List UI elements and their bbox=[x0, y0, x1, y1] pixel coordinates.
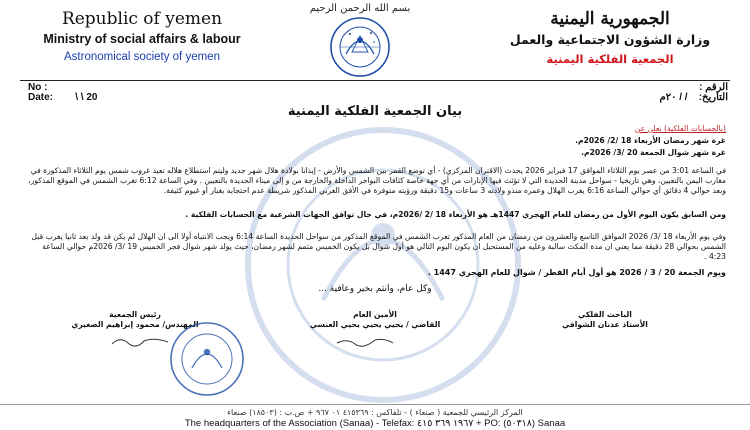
shawwal-start-line: غرة شهر شوال الجمعة 20 /3/ 2026م. bbox=[581, 148, 726, 157]
society-stamp-icon bbox=[168, 320, 246, 398]
society-name-ar: الجمعية الفلكية اليمنية bbox=[546, 52, 674, 66]
president-title: رئيس الجمعية bbox=[109, 310, 161, 319]
paragraph-shawwal: وفي يوم الأربعاء 18 /3/ 2026 الموافق التاسع والعشرون من رمضان من العام المذكور تغرب الشمس في الموقع المذكور من سواحل الحديدة الساعة 6:14 ويجب الانتباه أولا الى ان الهلال لم يكن قد ولد بعد ثانيا يغرب قبل الشمس بحوالي 28 دقيقة مما يعني ان مدة المكث سالبة وعليه من المستحيل ان يكون اليوم التالي هو أول شوال بل يكون الخميس متمم لشهر رمضان، حيث يولد شهر شوال فجر الخميس 19 /3/ 2026م حوالي الساعة 4:23 . bbox=[31, 232, 726, 261]
eid-day-line: ويوم الجمعة 20 / 3 / 2026 هو أول أيام الفطر / شوال للعام الهجري 1447 . bbox=[427, 268, 726, 277]
date-label-text-en: Date: bbox=[28, 92, 54, 103]
signature-secretary bbox=[290, 310, 460, 330]
country-name-en: Republic of yemen bbox=[61, 9, 223, 29]
paragraph-ramadan-conclusion: ومن السابق يكون اليوم الأول من رمضان للعام الهجري 1447هـ هو الأربعاء 18 /2 /2026م، في حال توافق الجهات الشرعية مع الحسابات الفلكية . bbox=[185, 210, 726, 219]
society-logo-icon bbox=[324, 16, 396, 78]
footer-address-ar: المركز الرئيسي للجمعية ( صنعاء ) - تلفاكس : ٤١٥٣٦٩ ٠١ ٩٦٧ + ص.ب : (١٨٥٠٣) صنعاء bbox=[227, 408, 523, 417]
letterhead bbox=[0, 0, 750, 82]
footer-divider bbox=[0, 404, 750, 405]
ministry-name-en: Ministry of social affairs & labour bbox=[43, 32, 241, 46]
watermark-logo-icon bbox=[238, 120, 528, 410]
society-name-en: Astronomical society of yemen bbox=[64, 51, 220, 63]
announcement-link bbox=[26, 124, 726, 134]
date-value-en: \ \ 20 bbox=[75, 92, 98, 103]
researcher-name: الأستاذ عدنان الشوافي bbox=[562, 320, 648, 329]
secretary-name: القاضي / يحيي يحيي يحيي العنسي bbox=[309, 320, 441, 329]
secretary-title: الأمين العام bbox=[353, 310, 397, 319]
number-label-en: No : bbox=[28, 82, 48, 93]
date-label-ar bbox=[660, 92, 729, 103]
ramadan-start-line: غرة شهر رمضان الأربعاء 18 /2/ 2026م. bbox=[575, 136, 726, 145]
emblem bbox=[305, 2, 415, 78]
document-title: بيان الجمعية الفلكية اليمنية bbox=[287, 104, 463, 119]
letterhead-arabic bbox=[490, 8, 730, 68]
date-value-ar: / / ٢٠م bbox=[659, 92, 688, 103]
researcher-title: الباحث الفلكي bbox=[578, 310, 632, 319]
ministry-name-ar: وزارة الشؤون الاجتماعية والعمل bbox=[509, 32, 711, 47]
letterhead-english bbox=[22, 8, 262, 66]
paragraph-conjunction: في الساعة 3:01 من عصر يوم الثلاثاء الموافق 17 فبراير 2026 يحدث (الاقتران المركزي) - أي توضع القمر بين الشمس والأرض - إيذانا بولادة هلال شهر جديد وليتم استطلاع هلاله تعيد غروب شمس يوم الثلاثاء المذكورة في مغارب اليمن بالتعيين، وهي تاريخيا - سواحل مدينة الحديدة التي لا تؤثث فيها الإنارات من أي جهة خاصة كثافات البواخر الداخلة والخارجة من و إلى ميناء الحديدة بالتعيين . وفي الساعة 6:12 تغرب الشمس في الموقع المذكور، وبعد حوالي 4 دقائق أي حوالي الساعة 6:16 يغرب الهلال وعمره منذو ولادته 3 ساعات و15 دقيقة ورؤيته متوفرة في الأفق الغربي المذكور شريطة عدم احتجابه بغبار أو غيوم كثيفة. bbox=[28, 166, 726, 195]
footer-address-en: The headquarters of the Association (Sanaa) - Telefax: ١٩٦٧ ٣٦٩ ٤١٥ + PO: (٥٠٣١٨) Sanaa bbox=[184, 418, 566, 429]
announcement-link-text: (بالحسابات الفلكية) نعلن عن bbox=[634, 124, 726, 133]
date-label-en bbox=[28, 92, 98, 103]
country-name-ar: الجمهورية اليمنية bbox=[550, 9, 670, 29]
header-divider bbox=[20, 80, 730, 81]
signature-researcher bbox=[520, 310, 690, 330]
president-signature-icon bbox=[110, 334, 170, 348]
bismillah-calligraphy: بسم الله الرحمن الرحيم bbox=[309, 3, 411, 14]
closing-greeting: وكل عام، وانتم بخير وعافية ... bbox=[318, 284, 432, 294]
president-name: المهندس/ محمود إبراهيم الصغيري bbox=[71, 320, 199, 329]
secretary-signature-icon bbox=[335, 334, 395, 348]
date-label-text-ar: التاريخ: bbox=[698, 92, 728, 103]
number-label-ar: الرقم : bbox=[699, 82, 728, 93]
